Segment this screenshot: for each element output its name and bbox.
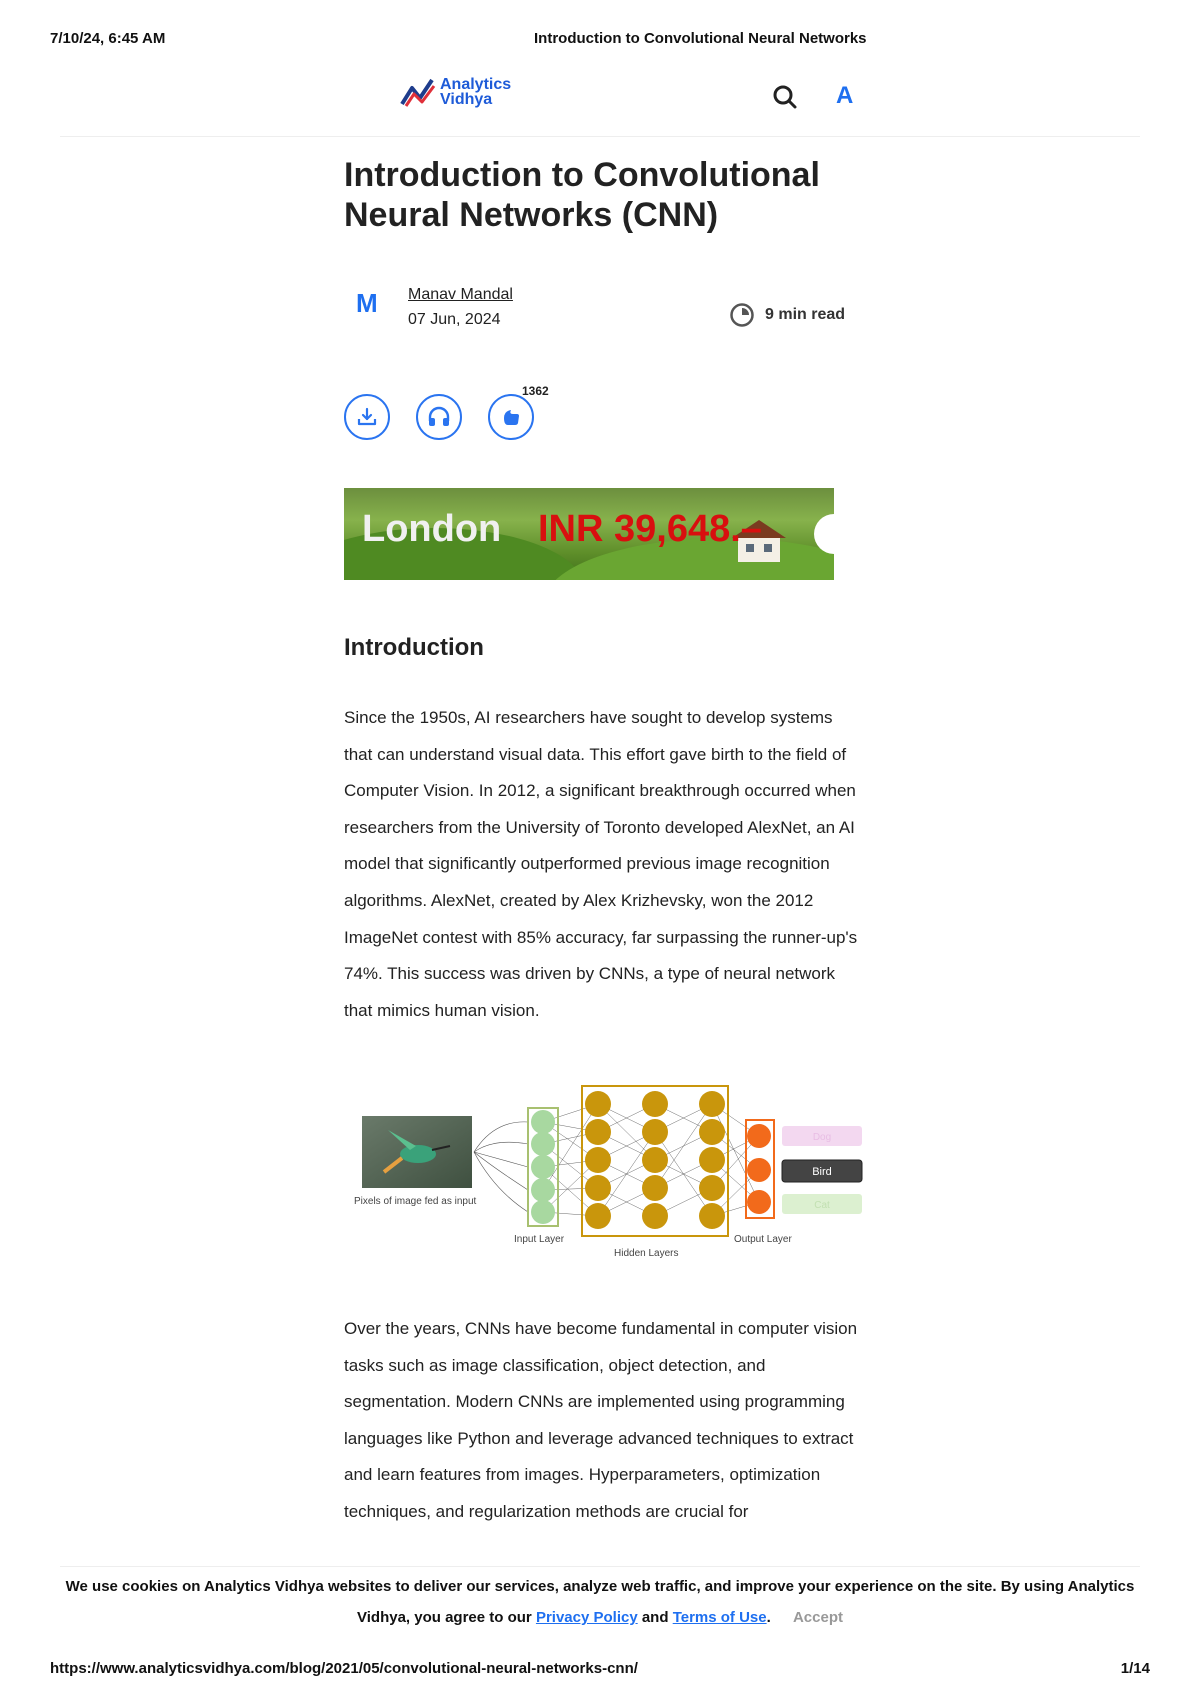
author-row [344,280,864,340]
class-label-dog: Dog [812,1132,832,1143]
print-url: https://www.analyticsvidhya.com/blog/2021/05/convolutional-neural-networks-cnn/ [50,1660,638,1677]
print-datetime: 7/10/24, 6:45 AM [50,30,166,47]
print-page-number: 1/14 [1120,1660,1150,1677]
download-button[interactable] [344,394,390,440]
class-label-bird: Bird [812,1166,832,1178]
accept-cookies-button[interactable]: Accept [792,1609,843,1626]
intro-paragraph: Since the 1950s, AI researchers have sought to develop systems that can understand visual data. This effort gave birth to the field of Computer Vision. In 2012, a significant breakthrough occurred when researchers from the University of Toronto developed AlexNet, an AI model that significantly outperformed previous image recognition algorithms. AlexNet, created by Alex Krizhevsky, won the 2012 ImageNet contest with 85% accuracy, far surpassing the runner-up's 74%. This success was driven by CNNs, a type of neural network that mimics human vision. [344,708,858,1020]
print-doc-title: Introduction to Convolutional Neural Networks [534,30,867,47]
input-layer-nodes [531,1110,555,1224]
cookie-period: . [766,1609,771,1626]
body-paragraph: Over the years, CNNs have become fundamental in computer vision tasks such as image classification, object detection, and segmentation. Modern CNNs are implemented using programming languages like Python and leverage advanced techniques to extract and learn features from images. Hyperparameters, optimization techniques, and regularization methods are crucial for [344,1319,858,1521]
headphones-icon [427,406,451,428]
read-time-label: 9 min read [765,306,846,323]
hidden-layer-nodes [585,1091,725,1229]
hidden-layers-label: Hidden Layers [614,1248,679,1259]
logo-icon [400,76,436,108]
cookie-and-text: and [641,1609,669,1626]
output-layer-nodes [747,1124,771,1214]
user-account-button[interactable]: A [836,82,854,109]
input-caption: Pixels of image fed as input [354,1196,477,1207]
site-logo[interactable] [400,76,511,108]
search-icon[interactable] [772,84,798,110]
publish-date: 07 Jun, 2024 [408,311,501,328]
cookie-consent-bar [60,1566,1140,1643]
author-name-link[interactable]: Manav Mandal [408,286,513,303]
listen-button[interactable] [416,394,462,440]
print-footer [50,1660,1150,1680]
ad-price: INR 39,648.– [538,508,762,550]
input-connections [474,1122,528,1212]
print-header [50,30,1150,50]
section-heading-introduction: Introduction [344,634,484,661]
download-icon [356,406,378,428]
terms-of-use-link[interactable]: Terms of Use [672,1609,767,1626]
ad-city: London [362,508,502,550]
like-button[interactable] [488,394,534,440]
like-count: 1362 [522,384,549,398]
cookie-text: We use cookies on Analytics Vidhya websites to deliver our services, analyze web traffic, and improve your experience on the site. By using Analytics Vidhya, you agree to our [65,1578,1135,1626]
cnn-diagram [344,1080,864,1275]
article-title: Introduction to Convolutional Neural Networks (CNN) [344,156,820,234]
logo-text [440,77,511,107]
read-time [729,302,845,328]
article-actions [344,384,864,450]
output-layer-label: Output Layer [734,1234,792,1245]
author-avatar: M [356,288,378,318]
logo-line1: Analytics [440,76,512,93]
ad-banner[interactable] [344,488,834,580]
privacy-policy-link[interactable]: Privacy Policy [535,1609,638,1626]
input-layer-label: Input Layer [514,1234,565,1245]
class-label-cat: Cat [814,1200,830,1211]
input-image [362,1116,472,1188]
clock-icon [729,302,755,328]
logo-line2: Vidhya [440,91,493,108]
like-icon [500,406,522,428]
site-header [60,72,1140,137]
